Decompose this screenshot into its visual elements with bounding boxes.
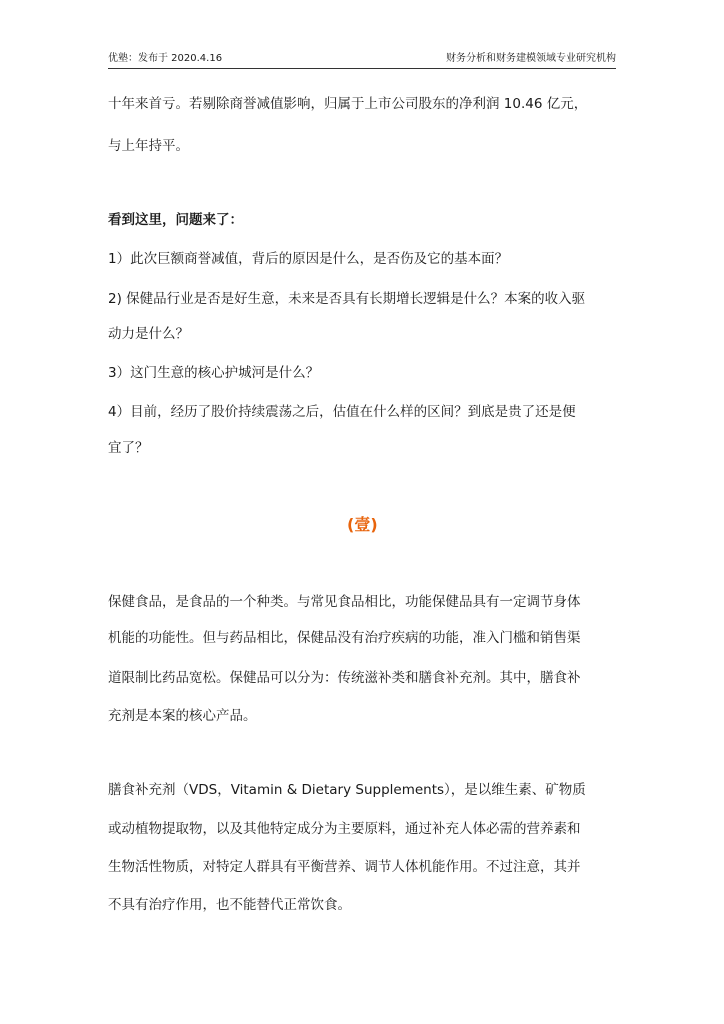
- question-3: 3）这门生意的核心护城河是什么？: [108, 365, 320, 381]
- page-header: [108, 52, 616, 69]
- paragraph-line: 或动植物提取物，以及其他特定成分为主要原料，通过补充人体必需的营养素和: [108, 821, 581, 837]
- paragraph-line: 膳食补充剂（VDS，Vitamin & Dietary Supplements），是以维生素、矿物质: [108, 782, 586, 798]
- paragraph-line: 机能的功能性。但与药品相比，保健品没有治疗疾病的功能，准入门槛和销售渠: [108, 630, 581, 646]
- question-4-line: 4）目前，经历了股价持续震荡之后，估值在什么样的区间？到底是贵了还是便: [108, 404, 576, 420]
- paragraph-line: 不具有治疗作用，也不能替代正常饮食。: [108, 897, 351, 913]
- paragraph-line: 充剂是本案的核心产品。: [108, 708, 257, 724]
- paragraph-line: 道限制比药品宽松。保健品可以分为：传统滋补类和膳食补充剂。其中，膳食补: [108, 670, 581, 686]
- paragraph-line: 生物活性物质，对特定人群具有平衡营养、调节人体机能作用。不过注意，其并: [108, 859, 581, 875]
- section-title: (壹): [347, 515, 378, 534]
- question-2-line: 动力是什么？: [108, 326, 189, 342]
- question-4-line: 宜了？: [108, 440, 149, 456]
- header-organization: 财务分析和财务建模领域专业研究机构: [446, 53, 616, 64]
- intro-line: 与上年持平。: [108, 138, 189, 154]
- question-1: 1）此次巨额商誉减值，背后的原因是什么，是否伤及它的基本面？: [108, 251, 509, 267]
- questions-heading: 看到这里，问题来了：: [108, 212, 243, 228]
- intro-line: 十年来首亏。若剔除商誉减值影响，归属于上市公司股东的净利润 10.46 亿元，: [108, 96, 588, 112]
- header-publish-info: 优塾：发布于 2020.4.16: [108, 53, 223, 64]
- question-2-line: 2) 保健品行业是否是好生意，未来是否具有长期增长逻辑是什么？本案的收入驱: [108, 291, 586, 307]
- paragraph-line: 保健食品，是食品的一个种类。与常见食品相比，功能保健品具有一定调节身体: [108, 594, 581, 610]
